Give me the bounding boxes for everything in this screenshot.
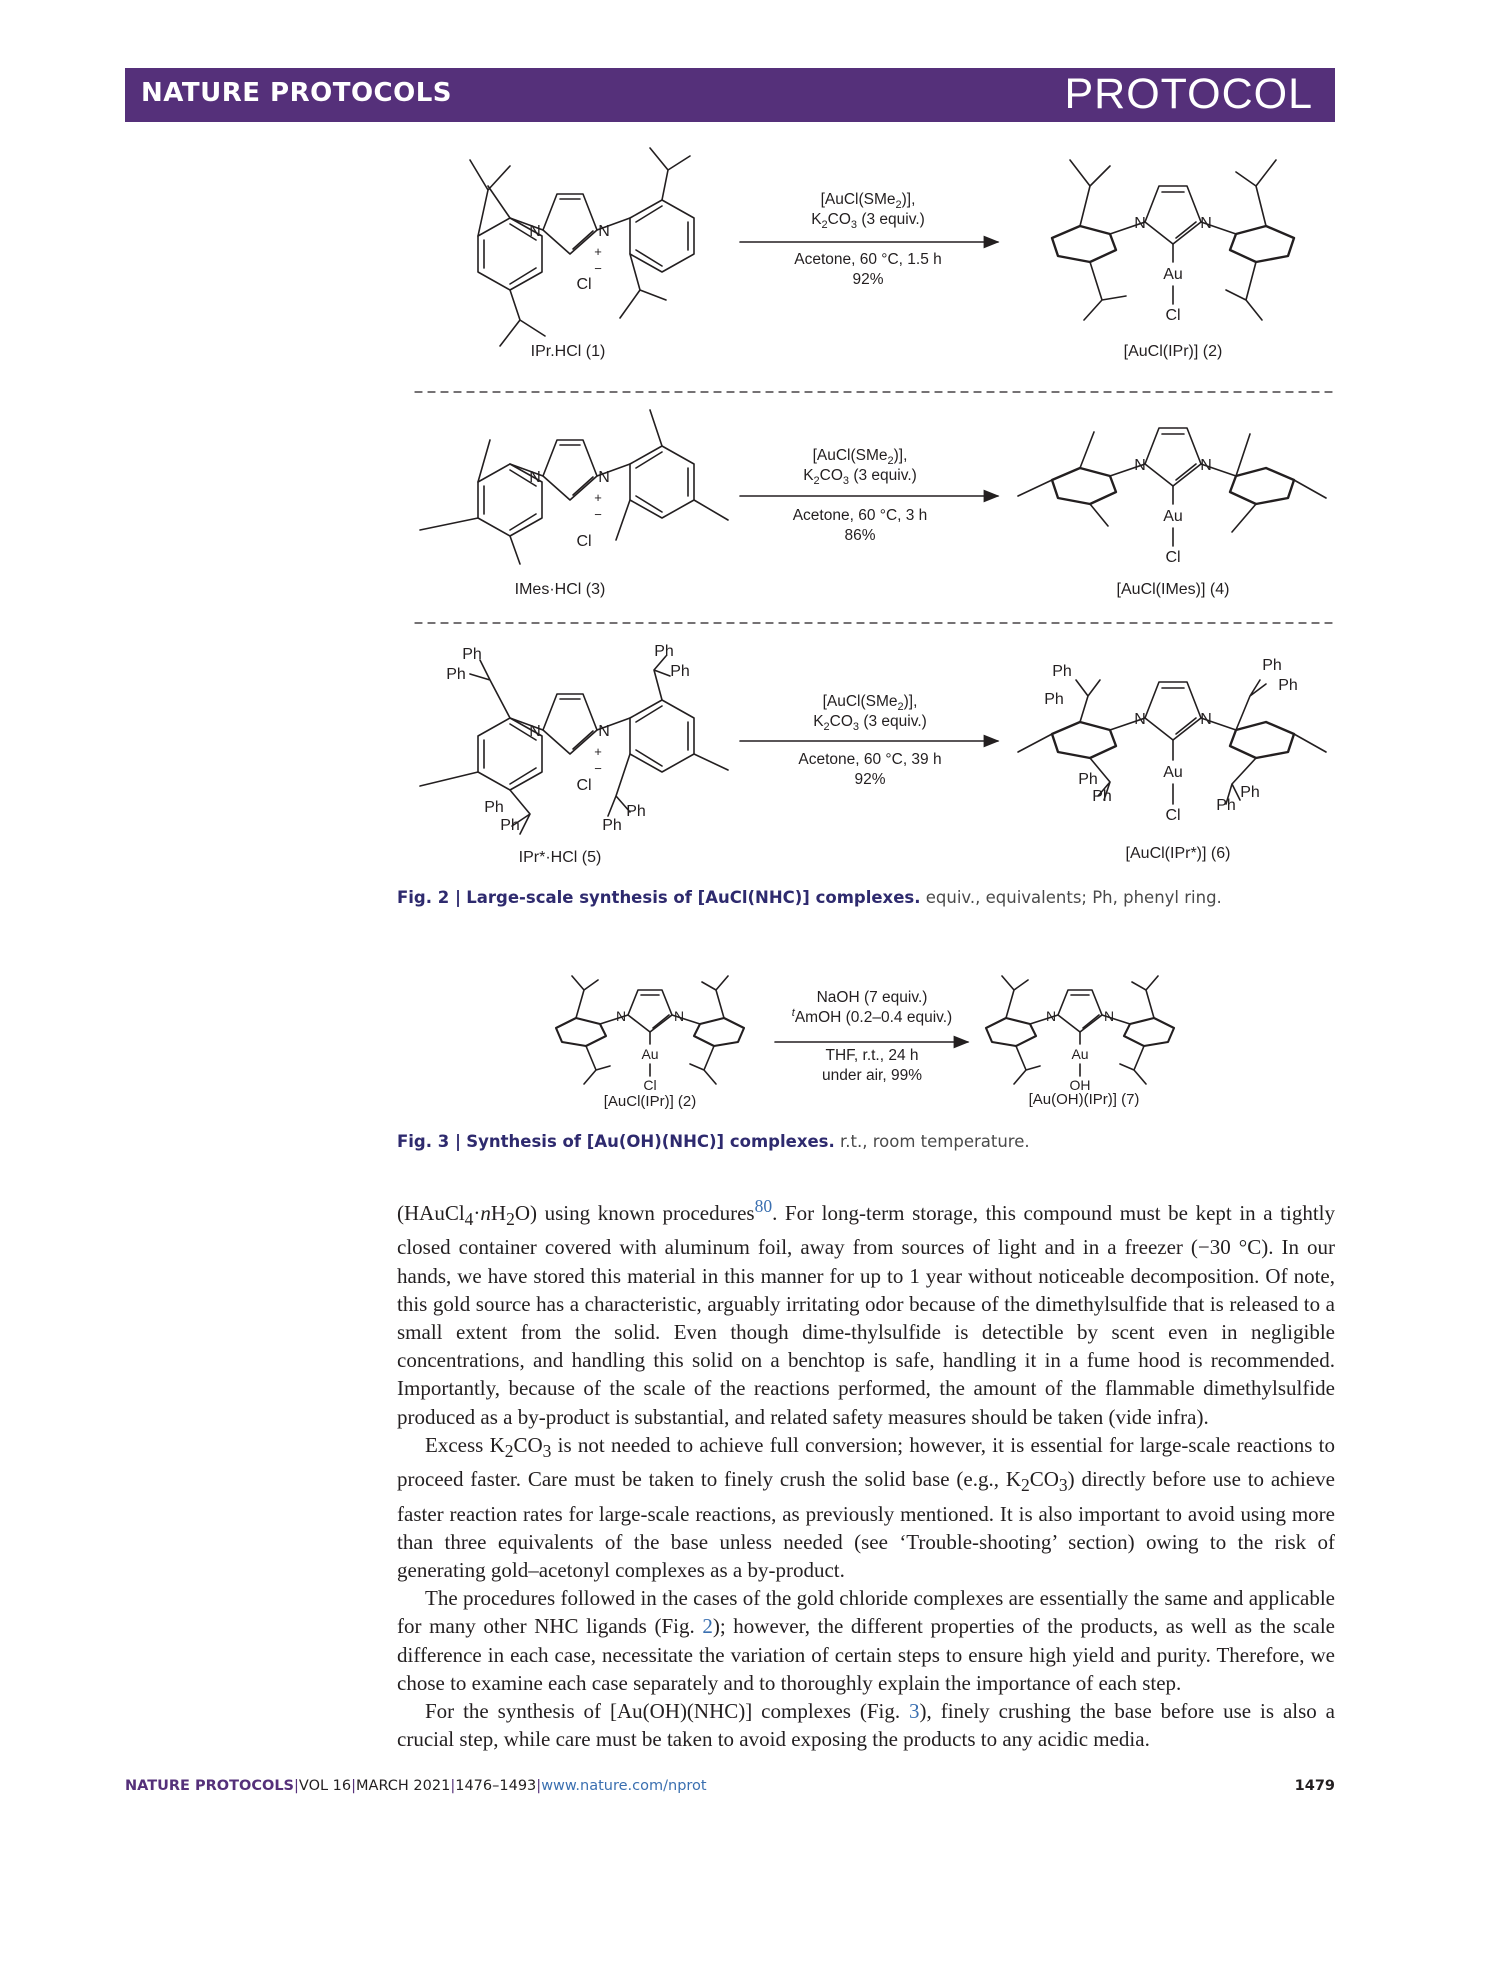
- compound-label-4: [AuCl(IMes)] (4): [1116, 581, 1230, 598]
- footer-volume: VOL 16: [298, 1778, 352, 1794]
- charge-plus: +: [594, 744, 602, 759]
- charge-minus: −: [594, 761, 602, 776]
- conditions-2: Acetone, 60 °C, 3 h: [792, 507, 928, 524]
- fig-2-link[interactable]: 2: [702, 1614, 713, 1639]
- paragraph-4: For the synthesis of [Au(OH)(NHC)] complexes (Fig. 3), finely crushing the base before use is also a crucial step, while care must be taken to avoid exposing the products to any acidic media.: [397, 1699, 1336, 1752]
- compound-label-3: IMes·HCl (3): [514, 581, 606, 598]
- atom-cl: Cl: [1165, 549, 1181, 566]
- footer-journal: NATURE PROTOCOLS: [125, 1778, 295, 1794]
- compound-label-1: IPr.HCl (1): [530, 343, 606, 360]
- base-line-2: $K_2CO_3$ (3 equiv.): [803, 467, 917, 487]
- fig3-compound-label-2: [AuCl(IPr)] (2): [603, 1093, 697, 1110]
- atom-cl: Cl: [1165, 307, 1181, 324]
- atom-ph: Ph: [1078, 771, 1098, 788]
- aucl-ipr-structure: [1052, 160, 1294, 320]
- atom-ph: Ph: [1052, 663, 1072, 680]
- journal-name: NATURE PROTOCOLS: [141, 78, 453, 108]
- charge-plus: +: [594, 244, 602, 259]
- yield-3: 92%: [854, 771, 886, 788]
- body-text: [397, 1192, 1335, 1753]
- atom-ph: Ph: [484, 799, 504, 816]
- atom-au: Au: [1163, 508, 1183, 525]
- fig2-caption-desc: equiv., equivalents; Ph, phenyl ring.: [925, 888, 1222, 907]
- iprstar-hcl-structure: [420, 656, 728, 834]
- fig2-caption-title: Large-scale synthesis of [AuCl(NHC)] complexes.: [466, 888, 921, 907]
- atom-ph: Ph: [626, 803, 646, 820]
- footer-date: MARCH 2021: [356, 1778, 451, 1794]
- fig3-reactant-structure: [556, 976, 744, 1084]
- conditions-3: Acetone, 60 °C, 39 h: [798, 751, 942, 768]
- atom-oh: OH: [1069, 1077, 1091, 1093]
- atom-n: N: [529, 723, 541, 740]
- page-footer: NATURE PROTOCOLS|VOL 16|MARCH 2021|1476–1493|www.nature.com/nprot 1479: [125, 1778, 1335, 1794]
- atom-ph: Ph: [500, 817, 520, 834]
- compound-label-6: [AuCl(IPr*)] (6): [1125, 845, 1231, 862]
- atom-ph: Ph: [1092, 788, 1112, 805]
- aucl-imes-structure: [1018, 428, 1326, 546]
- atom-n: N: [1045, 1008, 1057, 1024]
- atom-n: N: [673, 1008, 685, 1024]
- atom-au: Au: [1163, 266, 1183, 283]
- atom-ph: Ph: [1262, 657, 1282, 674]
- fig3-caption: [397, 1132, 1030, 1151]
- atom-n: N: [1134, 215, 1146, 232]
- atom-n: N: [1200, 711, 1212, 728]
- atom-cl: Cl: [576, 777, 592, 794]
- fig3-caption-title: Synthesis of [Au(OH)(NHC)] complexes.: [466, 1132, 835, 1151]
- atom-n: N: [1200, 457, 1212, 474]
- fig3-caption-desc: r.t., room temperature.: [840, 1132, 1030, 1151]
- atom-n: N: [598, 469, 610, 486]
- reagent-line-3: [AuCl(SMe$_2$)],: [822, 693, 918, 713]
- atom-cl: Cl: [576, 276, 592, 293]
- atom-n: N: [598, 223, 610, 240]
- atom-ph: Ph: [1240, 784, 1260, 801]
- base-line-1: $K_2CO_3$ (3 equiv.): [811, 211, 925, 231]
- reagent-line-2: [AuCl(SMe$_2$)],: [812, 447, 908, 467]
- fig3-conditions-2: under air, 99%: [822, 1067, 922, 1084]
- article-type: PROTOCOL: [1064, 70, 1313, 118]
- fig3-reagent-1: NaOH (7 equiv.): [816, 989, 928, 1006]
- reagent-line-1: [AuCl(SMe$_2$)],: [820, 191, 916, 211]
- atom-ph: Ph: [446, 666, 466, 683]
- page-number: 1479: [1294, 1778, 1335, 1794]
- imes-hcl-structure: [420, 410, 728, 564]
- fig3-product-structure: [986, 976, 1174, 1084]
- atom-au: Au: [1163, 764, 1183, 781]
- atom-cl: Cl: [576, 533, 592, 550]
- fig2-caption-label: Fig. 2 |: [397, 888, 462, 907]
- compound-label-2: [AuCl(IPr)] (2): [1123, 343, 1223, 360]
- yield-1: 92%: [852, 271, 884, 288]
- atom-ph: Ph: [1278, 677, 1298, 694]
- ipr-hcl-structure: [470, 148, 694, 346]
- fig2-caption: [397, 888, 1222, 907]
- atom-ph: Ph: [670, 663, 690, 680]
- charge-minus: −: [594, 261, 602, 276]
- citation-80[interactable]: 80: [754, 1196, 773, 1216]
- atom-n: N: [598, 723, 610, 740]
- conditions-1: Acetone, 60 °C, 1.5 h: [794, 251, 942, 268]
- atom-n: N: [1134, 711, 1146, 728]
- paragraph-2: Excess $K_2CO_3$ is not needed to achieve full conversion; however, it is essential for large-scale reactions to proceed faster. Care must be taken to finely crush the solid base (e.g., $K_2CO_3$) directly before use to achieve faster reaction rates for large-scale reactions, as previously mentioned. It is also important to avoid using more than three equivalents of the base unless needed (see ‘Trouble-shooting’ section) owing to the risk of generating gold–acetonyl complexes as a by-product.: [397, 1432, 1335, 1582]
- compound-label-5: IPr*·HCl (5): [518, 849, 602, 866]
- atom-au: Au: [641, 1046, 659, 1062]
- atom-n: N: [1103, 1008, 1115, 1024]
- atom-ph: Ph: [462, 646, 482, 663]
- fig3-caption-label: Fig. 3 |: [397, 1132, 462, 1151]
- paragraph-3: The procedures followed in the cases of the gold chloride complexes are essentially the same and applicable for many other NHC ligands (Fig. 2); however, the different properties of the products, as well as the scale difference in each case, necessitate the variation of certain steps to ensure high yield and purity. Therefore, we chose to examine each case separately and to thoroughly explain the importance of each step.: [397, 1586, 1335, 1695]
- fig-3-link[interactable]: 3: [909, 1699, 920, 1724]
- atom-n: N: [615, 1008, 627, 1024]
- atom-ph: Ph: [1216, 797, 1236, 814]
- paragraph-1: $(HAuCl_4\cdot nH_2O)$ using known procedures$^{80}$. For long-term storage, this compound must be kept in a tightly closed container covered with aluminum foil, away from sources of light and in a freezer (−30 °C). In our hands, we have stored this material in this manner for up to 1 year without noticeable decomposition. Of note, this gold source has a characteristic, arguably irritating odor because of the dimethylsulfide that is released to a small extent from the solid. Even though dime-thylsulfide is detectible by scent even in negligible concentrations, and handling this solid on a benchtop is safe, handling it in a fume hood is recommended. Importantly, because of the scale of the reactions performed, the amount of the flammable dimethylsulfide produced as a by-product is substantial, and related safety measures should be taken (vide infra).: [397, 1196, 1336, 1429]
- charge-minus: −: [594, 507, 602, 522]
- atom-cl: Cl: [1165, 807, 1181, 824]
- atom-n: N: [1200, 215, 1212, 232]
- atom-ph: Ph: [602, 817, 622, 834]
- yield-2: 86%: [844, 527, 876, 544]
- fig3-reagent-2: $^t$AmOH (0.2–0.4 equiv.): [791, 1007, 953, 1026]
- fig3-compound-label-7: [Au(OH)(IPr)] (7): [1028, 1091, 1140, 1108]
- atom-ph: Ph: [1044, 691, 1064, 708]
- footer-url-link[interactable]: www.nature.com/nprot: [541, 1778, 707, 1794]
- atom-n: N: [529, 469, 541, 486]
- base-line-3: $K_2CO_3$ (3 equiv.): [813, 713, 927, 733]
- atom-cl: Cl: [643, 1077, 657, 1093]
- footer-pages: 1476–1493: [455, 1778, 537, 1794]
- atom-ph: Ph: [654, 643, 674, 660]
- aucl-iprstar-structure: [1018, 680, 1326, 804]
- charge-plus: +: [594, 490, 602, 505]
- fig3-conditions: THF, r.t., 24 h: [825, 1047, 919, 1064]
- atom-au: Au: [1071, 1046, 1089, 1062]
- atom-n: N: [1134, 457, 1146, 474]
- atom-n: N: [529, 223, 541, 240]
